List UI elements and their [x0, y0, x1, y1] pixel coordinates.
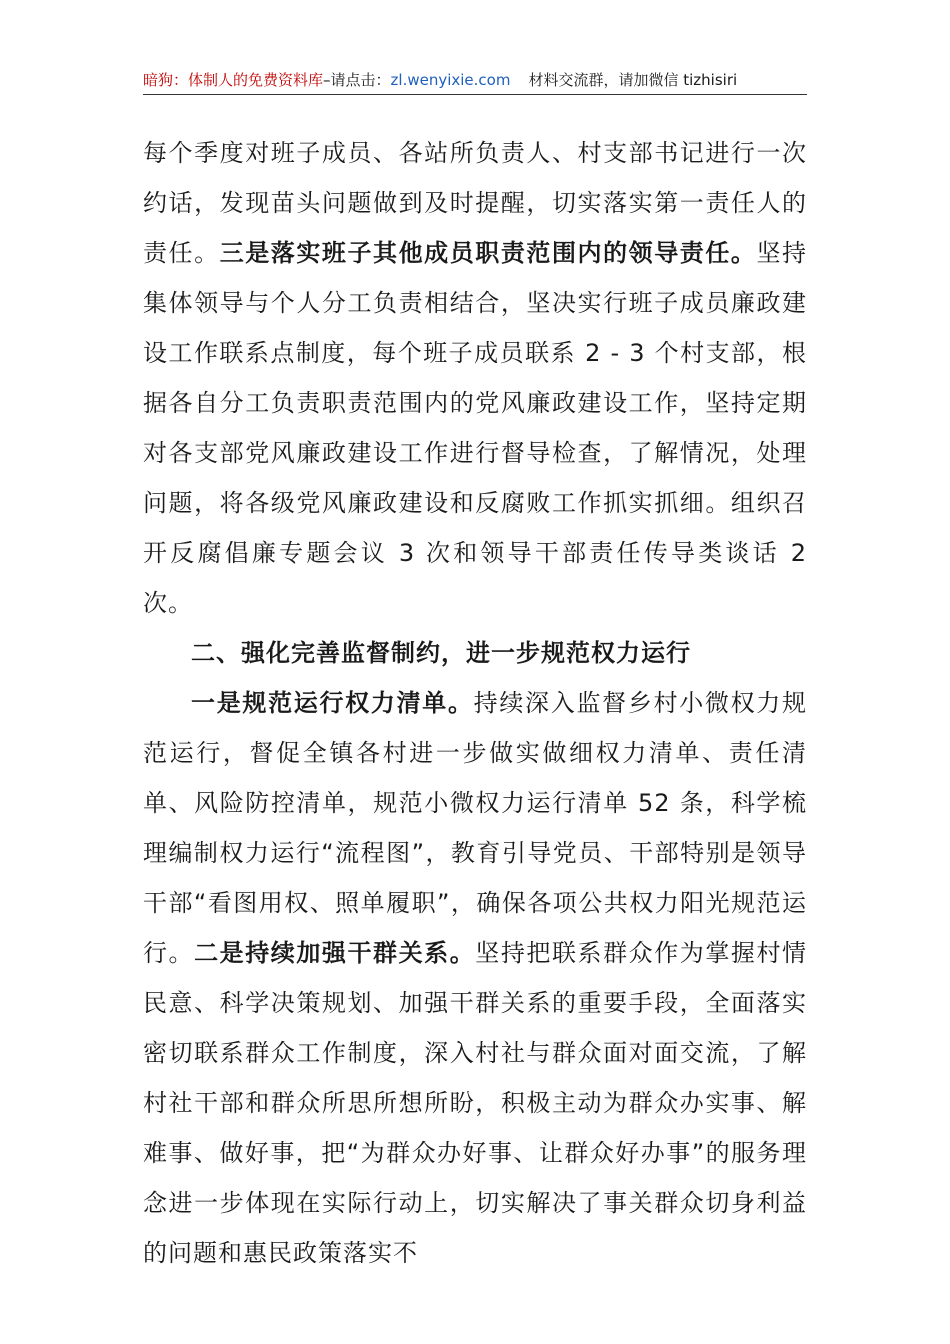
header-divider	[143, 94, 807, 95]
document-body	[143, 128, 807, 1278]
paragraph-1-text-a: 每个季度对班子成员、各站所负责人、村支部书记进行一次约话，发现苗头问题做到及时提醒，切实落实第一责任人的责任。	[143, 139, 807, 267]
paragraph-1	[143, 128, 807, 628]
paragraph-1-text-b: 坚持集体领导与个人分工负责相结合，坚决实行班子成员廉政建设工作联系点制度，每个班子成员联系 2 - 3 个村支部，根据各自分工负责职责范围内的党风廉政建设工作，坚持定期对各支部党风廉政建设工作进行督导检查，了解情况，处理问题，将各级党风廉政建设和反腐败工作抓实抓细。组织召开反腐倡廉专题会议 3 次和领导干部责任传导类谈话 2 次。	[143, 239, 808, 617]
paragraph-1-bold-lead: 三是落实班子其他成员职责范围内的领导责任。	[219, 239, 757, 267]
header-wechat-note: 材料交流群，请加微信 tizhisiri	[528, 71, 738, 89]
header-brand: 暗狗：体制人的免费资料库	[143, 71, 324, 89]
page-header	[143, 70, 807, 90]
header-link[interactable]: zl.wenyixie.com	[390, 71, 511, 89]
paragraph-2	[143, 678, 807, 1278]
paragraph-2-text-b: 坚持把联系群众作为掌握村情民意、科学决策规划、加强干群关系的重要手段，全面落实密切联系群众工作制度，深入村社与群众面对面交流，了解村社干部和群众所思所想所盼，积极主动为群众办实事、解难事、做好事，把“为群众办好事、让群众好办事”的服务理念进一步体现在实际行动上，切实解决了事关群众切身利益的问题和惠民政策落实不	[143, 939, 808, 1267]
section-heading-2: 二、强化完善监督制约，进一步规范权力运行	[191, 639, 691, 667]
paragraph-2-bold-lead-b: 二是持续加强干群关系。	[194, 939, 476, 967]
paragraph-2-text-a: 持续深入监督乡村小微权力规范运行，督促全镇各村进一步做实做细权力清单、责任清单、风险防控清单，规范小微权力运行清单 52 条，科学梳理编制权力运行“流程图”，教育引导党员、干部特别是领导干部“看图用权、照单履职”，确保各项公共权力阳光规范运行。	[143, 689, 808, 967]
paragraph-2-bold-lead-a: 一是规范运行权力清单。	[191, 689, 474, 717]
header-click-prompt: –请点击：	[323, 71, 391, 89]
